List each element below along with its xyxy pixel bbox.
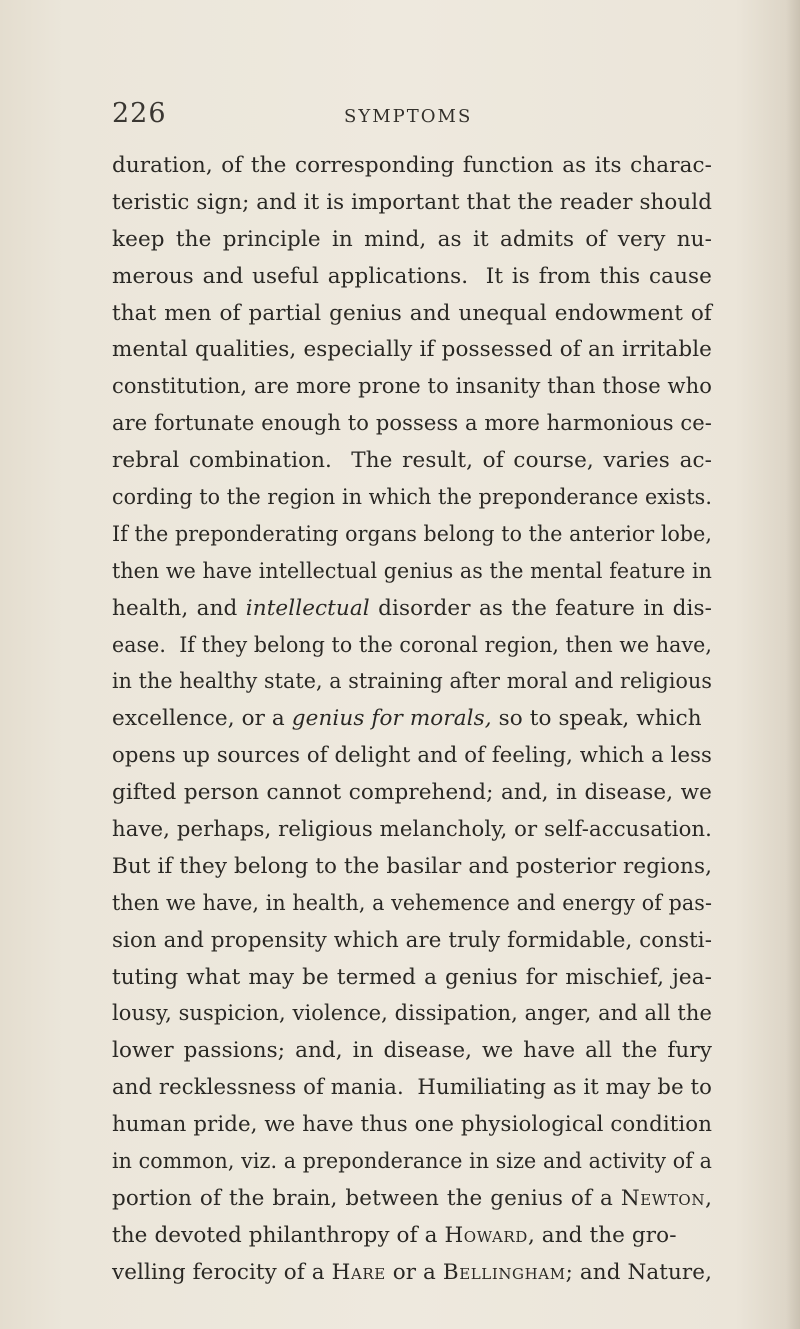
text-segment: that men of partial genius and unequal endowment of: [112, 300, 712, 326]
text-segment: merous and useful applications. It is from this cause: [112, 263, 712, 289]
text-line: [112, 443, 712, 480]
text-segment: opens up sources of delight and of feeling, which a less: [112, 743, 713, 769]
text-line: [112, 591, 712, 628]
text-line: [112, 406, 712, 443]
italic-text: intellectual: [245, 595, 370, 621]
text-line: [112, 1181, 712, 1218]
text-line: [112, 775, 712, 812]
text-segment: health, and: [112, 595, 246, 621]
text-line: [112, 554, 712, 591]
text-segment: have, perhaps, religious melancholy, or self-accusation.: [112, 817, 713, 843]
text-line: [112, 738, 712, 775]
text-segment: mental qualities, especially if possessed of an irritable: [112, 337, 712, 363]
text-segment: But if they belong to the basilar and posterior regions,: [112, 853, 713, 879]
text-line: [112, 886, 712, 923]
text-segment: rebral combination. The result, of course, varies ac-: [112, 448, 712, 474]
text-segment: in common, viz. a preponderance in size and activity of a: [112, 1149, 712, 1175]
text-segment: duration, of the corresponding function as its charac-: [112, 153, 712, 178]
text-line: [112, 332, 712, 369]
text-segment: human pride, we have thus one physiological condition: [112, 1112, 713, 1138]
italic-text: genius for morals,: [291, 706, 492, 732]
text-line: [112, 148, 712, 185]
running-title: SYMPTOMS: [344, 106, 473, 127]
text-segment: or a: [385, 1259, 443, 1285]
text-segment: lower passions; and, in disease, we have all the fury: [112, 1038, 712, 1064]
text-segment: , and the gro-: [527, 1222, 677, 1248]
text-line: [112, 185, 712, 222]
page-edge-shadow: [786, 0, 800, 1329]
text-segment: sion and propensity which are truly formidable, consti-: [112, 927, 713, 953]
text-line: [112, 1218, 712, 1255]
text-segment: ease. If they belong to the coronal region, then we have,: [112, 632, 713, 658]
text-line: [112, 923, 712, 960]
text-segment: and recklessness of mania. Humiliating as it may be to: [112, 1075, 712, 1101]
small-caps-name: Bellingham: [442, 1259, 566, 1285]
text-segment: the devoted philanthropy of a: [112, 1222, 445, 1248]
text-line: [112, 369, 712, 406]
text-line: [112, 628, 712, 665]
text-line: [112, 517, 712, 554]
text-segment: then we have intellectual genius as the mental feature in: [112, 558, 712, 584]
text-segment: cording to the region in which the preponderance exists.: [112, 485, 712, 511]
text-segment: in the healthy state, a straining after moral and religious: [112, 669, 713, 695]
text-line: [112, 1070, 712, 1107]
text-segment: ; and Nature,: [565, 1259, 712, 1285]
small-caps-name: Howard: [444, 1222, 528, 1248]
text-segment: portion of the brain, between the genius of a: [112, 1185, 621, 1211]
text-segment: so to speak, which: [491, 706, 702, 732]
small-caps-name: Hare: [331, 1259, 386, 1285]
text-segment: gifted person cannot comprehend; and, in disease, we: [112, 780, 712, 806]
text-segment: teristic sign; and it is important that the reader should: [112, 189, 712, 215]
text-line: [112, 960, 712, 997]
text-segment: If the preponderating organs belong to the anterior lobe,: [112, 521, 713, 547]
text-segment: disorder as the feature in dis-: [369, 595, 712, 621]
text-segment: excellence, or a: [112, 706, 292, 732]
text-segment: are fortunate enough to possess a more harmonious ce-: [112, 411, 712, 437]
text-line: [112, 222, 712, 259]
text-line: [112, 1033, 712, 1070]
text-line: [112, 296, 712, 333]
small-caps-name: Newton: [620, 1185, 706, 1211]
text-segment: tuting what may be termed a genius for mischief, jea-: [112, 964, 712, 990]
text-line: [112, 849, 712, 886]
text-line: [112, 996, 712, 1033]
text-line: [112, 1255, 712, 1292]
text-segment: keep the principle in mind, as it admits of very nu-: [112, 226, 712, 252]
text-segment: ,: [705, 1185, 712, 1211]
running-head: [112, 98, 732, 128]
text-segment: constitution, are more prone to insanity than those who: [112, 374, 712, 400]
text-line: [112, 1107, 712, 1144]
text-line: [112, 259, 712, 296]
text-segment: lousy, suspicion, violence, dissipation, anger, and all the: [112, 1001, 713, 1027]
text-line: [112, 1144, 712, 1181]
body-text: [112, 148, 712, 1292]
text-line: [112, 480, 712, 517]
text-segment: then we have, in health, a vehemence and energy of pas-: [112, 890, 713, 916]
text-segment: velling ferocity of a: [112, 1259, 332, 1285]
text-line: [112, 664, 712, 701]
text-line: [112, 701, 712, 738]
page-number: 226: [112, 98, 167, 129]
text-line: [112, 812, 712, 849]
